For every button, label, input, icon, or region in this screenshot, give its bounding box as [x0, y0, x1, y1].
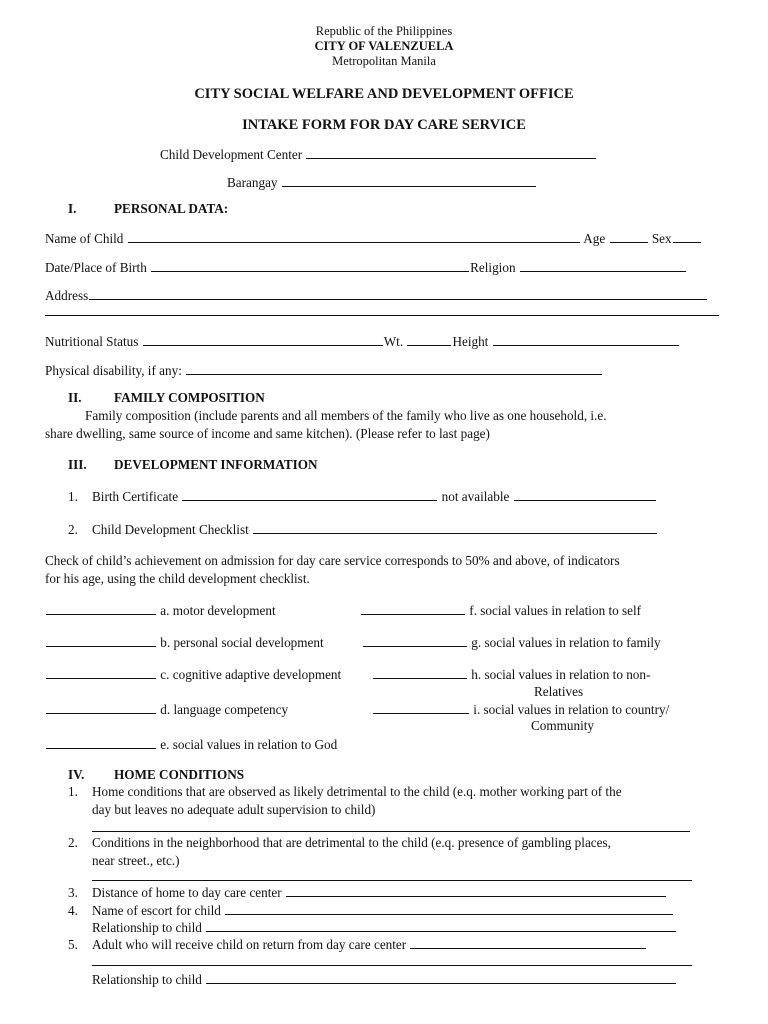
escort-label: Name of escort for child	[92, 903, 221, 918]
section-development-heading	[68, 457, 318, 473]
check-blank-f[interactable]	[361, 602, 465, 615]
not-available-blank[interactable]	[514, 488, 656, 501]
checklist-label: Child Development Checklist	[92, 522, 249, 537]
checklist-blank[interactable]	[253, 521, 657, 534]
check-blank-c[interactable]	[46, 666, 156, 679]
item-number: 5.	[68, 937, 78, 952]
check-item-a[interactable]	[45, 602, 276, 619]
birth-blank[interactable]	[151, 259, 469, 272]
section-number: IV.	[68, 767, 85, 782]
section-title: DEVELOPMENT INFORMATION	[114, 457, 318, 472]
section-number: II.	[68, 390, 82, 405]
not-available-label: not available	[441, 489, 510, 504]
check-item-c[interactable]	[45, 666, 341, 683]
check-label-h-cont: Relatives	[534, 684, 584, 699]
check-blank-h[interactable]	[373, 666, 467, 679]
barangay-blank[interactable]	[282, 174, 536, 187]
name-label: Name of Child	[45, 231, 124, 246]
home-item2-line2: near street., etc.)	[92, 853, 180, 868]
birth-cert-blank[interactable]	[182, 488, 437, 501]
barangay-field[interactable]	[227, 174, 537, 191]
escort-relationship-field[interactable]	[92, 919, 677, 936]
family-text-line2: share dwelling, same source of income and same kitchen). (Please refer to last page)	[45, 426, 490, 441]
nutrition-label: Nutritional Status	[45, 334, 139, 349]
check-blank-e[interactable]	[46, 736, 156, 749]
check-label-a: a. motor development	[160, 603, 276, 618]
check-blank-i[interactable]	[373, 701, 469, 714]
receiver-label: Adult who will receive child on return from day care center	[92, 937, 407, 952]
section-number: III.	[68, 457, 87, 472]
age-blank[interactable]	[610, 230, 648, 243]
office-title: CITY SOCIAL WELFARE AND DEVELOPMENT OFFICE	[194, 86, 574, 102]
check-blank-g[interactable]	[363, 634, 467, 647]
disability-blank[interactable]	[186, 362, 602, 375]
escort-field[interactable]	[68, 902, 674, 919]
item-number: 4.	[68, 903, 78, 918]
receiver-relationship-blank[interactable]	[206, 971, 676, 984]
check-blank-b[interactable]	[46, 634, 156, 647]
escort-relationship-blank[interactable]	[206, 919, 676, 932]
check-item-e[interactable]	[45, 736, 337, 753]
item-number: 2.	[68, 835, 78, 850]
region-line: Metropolitan Manila	[332, 54, 436, 68]
sex-label: Sex	[651, 231, 672, 246]
distance-field[interactable]	[68, 884, 667, 901]
wt-label: Wt.	[383, 334, 404, 349]
height-blank[interactable]	[493, 333, 679, 346]
section-title: HOME CONDITIONS	[114, 767, 245, 782]
check-blank-a[interactable]	[46, 602, 156, 615]
birth-certificate-field[interactable]	[68, 488, 657, 505]
address-blank-2[interactable]	[45, 315, 719, 316]
check-text-line2: for his age, using the child development checklist.	[45, 571, 310, 586]
check-text-line1: Check of child’s achievement on admission for day care service corresponds to 50% and above, of indicators	[45, 553, 620, 568]
address-blank[interactable]	[89, 287, 707, 300]
escort-blank[interactable]	[225, 902, 673, 915]
home-item2-text: Conditions in the neighborhood that are detrimental to the child (e.q. presence of gambling places,	[92, 835, 611, 850]
address-label: Address	[45, 288, 89, 303]
family-text-line1: Family composition (include parents and all members of the family who live as one household, i.e.	[85, 408, 607, 423]
check-label-h: h. social values in relation to non-	[471, 667, 651, 682]
height-label: Height	[452, 334, 489, 349]
receiver-relationship-label: Relationship to child	[92, 972, 202, 987]
name-of-child-field[interactable]	[45, 230, 702, 247]
center-label: Child Development Center	[160, 147, 303, 162]
check-item-b[interactable]	[45, 634, 324, 651]
home-item2-line1	[68, 835, 611, 851]
section-number: I.	[68, 201, 77, 216]
check-item-d[interactable]	[45, 701, 288, 718]
birth-field[interactable]	[45, 259, 687, 276]
home-item1-blank[interactable]	[92, 831, 690, 832]
barangay-label: Barangay	[227, 175, 278, 190]
birth-cert-label: Birth Certificate	[92, 489, 179, 504]
distance-blank[interactable]	[286, 884, 666, 897]
wt-blank[interactable]	[407, 333, 451, 346]
disability-field[interactable]	[45, 362, 603, 379]
item-number: 1.	[68, 489, 78, 504]
nutrition-blank[interactable]	[143, 333, 383, 346]
home-item1-text: Home conditions that are observed as likely detrimental to the child (e.q. mother working part of the	[92, 784, 622, 799]
religion-blank[interactable]	[520, 259, 686, 272]
form-title: INTAKE FORM FOR DAY CARE SERVICE	[242, 117, 526, 133]
home-item1-line2: day but leaves no adequate adult supervision to child)	[92, 802, 376, 817]
religion-label: Religion	[470, 260, 516, 275]
center-blank[interactable]	[306, 146, 596, 159]
address-field[interactable]	[45, 287, 708, 304]
check-item-g[interactable]	[362, 634, 661, 651]
section-personal-data-heading	[68, 201, 228, 217]
birth-label: Date/Place of Birth	[45, 260, 147, 275]
check-label-c: c. cognitive adaptive development	[160, 667, 342, 682]
disability-label: Physical disability, if any:	[45, 363, 182, 378]
section-home-heading	[68, 767, 244, 783]
check-label-f: f. social values in relation to self	[469, 603, 642, 618]
center-field[interactable]	[160, 146, 597, 163]
sex-blank[interactable]	[673, 230, 701, 243]
home-item1-line1	[68, 784, 622, 800]
item-number: 3.	[68, 885, 78, 900]
receiver-blank-2[interactable]	[92, 965, 692, 966]
check-item-i[interactable]	[372, 701, 669, 718]
escort-relationship-label: Relationship to child	[92, 920, 202, 935]
check-item-h[interactable]	[372, 666, 650, 683]
check-label-b: b. personal social development	[160, 635, 324, 650]
item-number: 2.	[68, 522, 78, 537]
check-label-i: i. social values in relation to country/	[473, 702, 670, 717]
check-item-f[interactable]	[360, 602, 641, 619]
check-label-e: e. social values in relation to God	[160, 737, 338, 752]
check-blank-d[interactable]	[46, 701, 156, 714]
city-line: CITY OF VALENZUELA	[314, 39, 454, 53]
section-family-heading	[68, 390, 265, 406]
receiver-relationship-field[interactable]	[92, 971, 677, 988]
home-item2-blank[interactable]	[92, 880, 692, 881]
item-number: 1.	[68, 784, 78, 799]
name-blank[interactable]	[128, 230, 580, 243]
distance-label: Distance of home to day care center	[92, 885, 282, 900]
check-label-g: g. social values in relation to family	[471, 635, 661, 650]
section-title: FAMILY COMPOSITION	[114, 390, 265, 405]
check-label-i-cont: Community	[531, 718, 595, 733]
nutrition-field[interactable]	[45, 333, 680, 350]
check-label-d: d. language competency	[160, 702, 289, 717]
section-title: PERSONAL DATA:	[114, 201, 229, 216]
age-label: Age	[583, 231, 606, 246]
receiver-blank[interactable]	[410, 936, 646, 949]
republic-line: Republic of the Philippines	[315, 24, 453, 38]
receiver-field[interactable]	[68, 936, 647, 953]
checklist-field[interactable]	[68, 521, 658, 538]
